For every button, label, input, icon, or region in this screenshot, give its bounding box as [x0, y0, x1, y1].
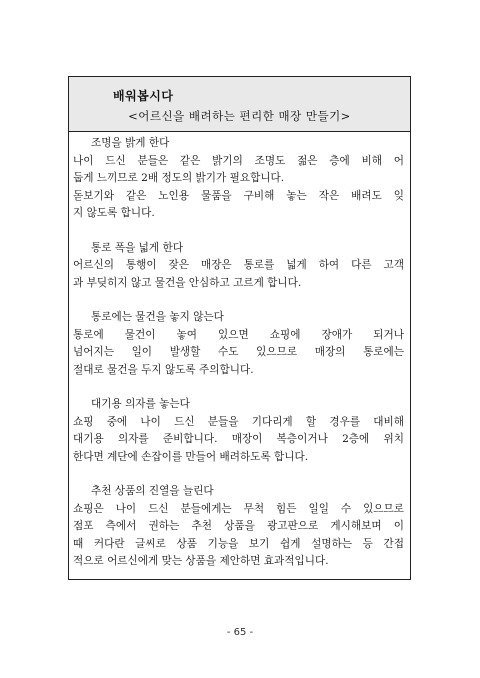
section-heading: 통로에는 물건을 놓지 않는다 [91, 311, 224, 323]
box-subtitle: <어르신을 배려하는 편리한 매장 만들기> [128, 109, 351, 123]
section-waiting-chairs [73, 396, 404, 466]
body-line: 대기용 의자를 준비합니다. 매장이 복층이거나 2층에 위치 [73, 433, 404, 445]
page-number: - 65 - [226, 627, 254, 638]
section-heading: 대기용 의자를 놓는다 [91, 398, 190, 410]
body-line: 절대로 물건을 두지 않도록 주의합니다. [73, 363, 254, 376]
body-line: 점포 측에서 권하는 추천 상품을 광고판으로 게시해보며 이 [73, 520, 404, 532]
body-line: 돋보기와 같은 노인용 물품을 구비해 놓는 작은 배려도 잊 [73, 189, 404, 202]
body-line: 어르신의 통행이 잦은 매장은 통로를 넓게 하여 다른 고객 [73, 259, 404, 271]
content-box [68, 76, 411, 580]
section-heading: 추천 상품의 진열을 늘린다 [91, 485, 214, 497]
body-line: 적으로 어르신에게 맞는 상품을 제안하면 효과적입니다. [73, 555, 329, 567]
section-aisle-width [73, 240, 404, 293]
body-line: 쇼핑은 나이 드신 분들에게는 무척 힘든 일일 수 있으므로 [73, 502, 404, 515]
section-heading: 통로 폭을 넓게 한다 [91, 241, 183, 254]
body-line: 지 않도록 합니다. [73, 207, 155, 219]
body-line: 통로에 물건이 놓여 있으면 쇼핑에 장애가 되거나 [73, 328, 404, 341]
body-line: 나이 드신 분들은 같은 밝기의 조명도 젊은 층에 비해 어 [73, 154, 404, 167]
section-clear-aisles [73, 309, 404, 379]
header-badge: 배워봅시다 [113, 89, 174, 103]
body-line: 둡게 느끼므로 2배 정도의 밝기가 필요합니다. [73, 172, 285, 184]
body-line: 때 커다란 글씨로 상품 기능을 보기 쉽게 설명하는 등 간접 [73, 537, 404, 550]
box-header [69, 77, 410, 132]
section-lighting [73, 135, 404, 223]
section-recommended-products [73, 483, 404, 571]
section-heading: 조명을 밝게 한다 [91, 137, 170, 149]
body-line: 한다면 계단에 손잡이를 만들어 배려하도록 합니다. [73, 450, 309, 463]
body-line: 넘어지는 일이 발생할 수도 있으므로 매장의 통로에는 [73, 346, 404, 358]
box-body [73, 135, 404, 571]
body-line: 쇼핑 중에 나이 드신 분들을 기다리게 할 경우를 대비해 [73, 415, 404, 428]
body-line: 과 부딪히지 않고 물건을 안심하고 고르게 합니다. [73, 276, 302, 289]
